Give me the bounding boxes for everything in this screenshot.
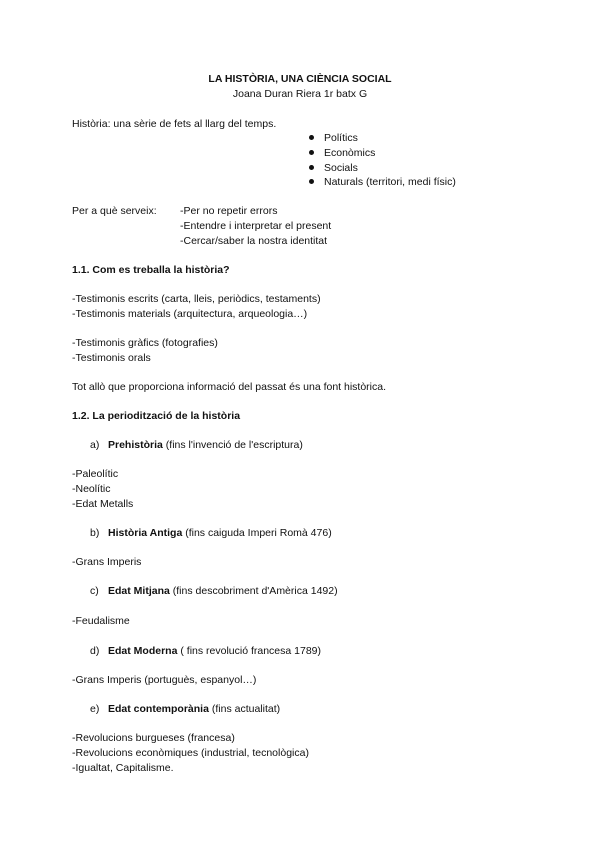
list-item: -Neolític <box>72 483 111 495</box>
purpose-item: -Per no repetir errors <box>180 205 278 217</box>
list-item: Socials <box>309 162 358 174</box>
period-heading-modern: d) Edat Moderna ( fins revolució francesa 1789) <box>90 645 322 657</box>
list-item: -Edat Metalls <box>72 498 134 510</box>
period-heading-ancient: b) Història Antiga (fins caiguda Imperi Romà 476) <box>90 527 332 539</box>
period-heading-contemporary: e) Edat contemporània (fins actualitat) <box>90 703 281 715</box>
bullet-icon <box>309 150 314 155</box>
section-heading-1-1: 1.1. Com es treballa la història? <box>72 264 230 276</box>
purpose-item: -Entendre i interpretar el present <box>180 220 332 232</box>
list-item: -Revolucions econòmiques (industrial, tecnològica) <box>72 747 309 759</box>
period-heading-medieval: c) Edat Mitjana (fins descobriment d'Amèrica 1492) <box>90 585 338 597</box>
list-item: -Testimonis gràfics (fotografies) <box>72 337 218 349</box>
list-item: -Igualtat, Capitalisme. <box>72 762 174 774</box>
purpose-item: -Cercar/saber la nostra identitat <box>180 235 328 247</box>
bullet-icon <box>309 179 314 184</box>
list-item: Naturals (territori, medi físic) <box>309 176 456 188</box>
history-definition: Història: una sèrie de fets al llarg del temps. <box>72 118 277 130</box>
section-heading-1-2: 1.2. La periodització de la història <box>72 410 241 422</box>
list-item: -Paleolític <box>72 468 119 480</box>
bullet-icon <box>309 135 314 140</box>
list-item: -Grans Imperis <box>72 556 142 568</box>
bullet-icon <box>309 165 314 170</box>
document-title: LA HISTÒRIA, UNA CIÈNCIA SOCIAL <box>208 73 392 85</box>
list-item: -Grans Imperis (portuguès, espanyol…) <box>72 674 257 686</box>
list-item: -Testimonis escrits (carta, lleis, periòdics, testaments) <box>72 293 321 305</box>
source-conclusion: Tot allò que proporciona informació del passat és una font històrica. <box>72 381 387 393</box>
list-item: -Revolucions burgueses (francesa) <box>72 732 235 744</box>
list-item: -Testimonis materials (arquitectura, arqueologia…) <box>72 308 308 320</box>
period-heading-prehistory: a) Prehistòria (fins l'invenció de l'escriptura) <box>90 439 303 451</box>
list-item: -Feudalisme <box>72 615 130 627</box>
author-line: Joana Duran Riera 1r batx G <box>232 88 368 100</box>
list-item: Polítics <box>309 132 358 144</box>
list-item: -Testimonis orals <box>72 352 151 364</box>
list-item: Econòmics <box>309 147 375 159</box>
purpose-label: Per a què serveix: <box>72 205 157 217</box>
